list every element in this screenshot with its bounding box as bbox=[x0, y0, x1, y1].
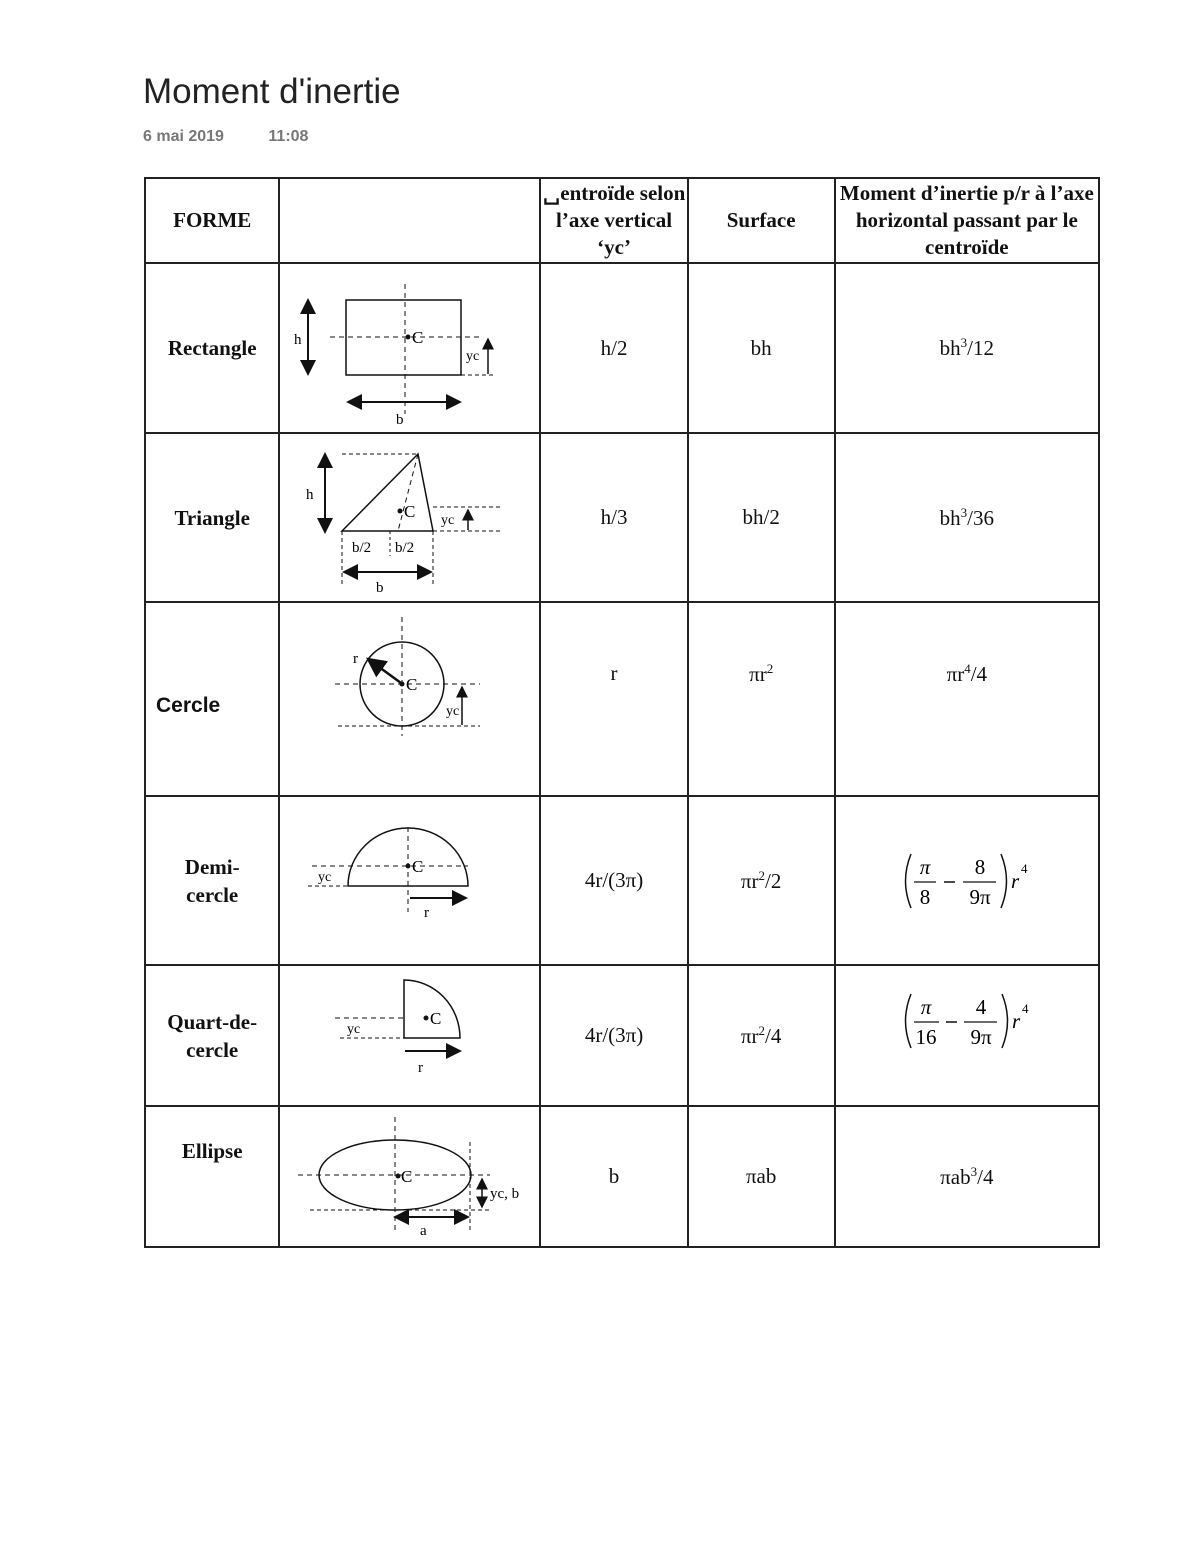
surface-tail: /2 bbox=[765, 868, 782, 893]
surface-value: bh bbox=[688, 263, 835, 433]
rect-yc-label: yc bbox=[466, 349, 480, 364]
semicircle-diagram bbox=[280, 797, 539, 964]
table-row bbox=[145, 965, 1099, 1106]
quarter-b-num: 4 bbox=[975, 995, 987, 1019]
circle-diagram bbox=[280, 603, 539, 795]
moment-value bbox=[835, 433, 1099, 602]
surface-value bbox=[688, 796, 835, 965]
ellipse-figure bbox=[279, 1106, 540, 1247]
ellipse-a-label: a bbox=[420, 1223, 428, 1239]
moment-tail: /4 bbox=[977, 1164, 994, 1189]
semi-r-label: r bbox=[424, 905, 430, 921]
tri-h-label: h bbox=[306, 487, 314, 503]
semi-b-num: 8 bbox=[974, 854, 986, 879]
quarter-a-den: 16 bbox=[915, 1025, 937, 1049]
shape-name: Demi- cercle bbox=[145, 796, 279, 965]
moment-tail: /36 bbox=[967, 505, 994, 530]
quarter-c-label: C bbox=[430, 1009, 442, 1028]
rectangle-diagram bbox=[280, 264, 539, 432]
table-row bbox=[145, 1106, 1099, 1247]
table-row bbox=[145, 263, 1099, 433]
centroid-value: h/3 bbox=[540, 433, 687, 602]
surface-value bbox=[688, 602, 835, 796]
tri-c-label: C bbox=[404, 502, 416, 521]
tri-half1-label: b/2 bbox=[352, 540, 372, 556]
semi-a-num: π bbox=[919, 854, 931, 879]
semi-yc-label: yc bbox=[318, 870, 332, 885]
moment-formula bbox=[835, 796, 1099, 965]
quarter-var: r bbox=[1011, 1009, 1020, 1033]
rect-h-label: h bbox=[294, 332, 302, 348]
ellipse-ycb-label: yc, b bbox=[490, 1186, 520, 1202]
surface-value: bh/2 bbox=[688, 433, 835, 602]
moment-exp: 3 bbox=[970, 1163, 978, 1179]
page-meta bbox=[143, 128, 308, 146]
surface-exp: 2 bbox=[766, 661, 774, 676]
tri-b-label: b bbox=[376, 580, 384, 596]
rect-b-label: b bbox=[396, 412, 404, 428]
tri-half2-label: b/2 bbox=[395, 540, 415, 556]
surface-tail: /4 bbox=[765, 1023, 782, 1048]
surface-base: πr bbox=[740, 1023, 759, 1048]
triangle-diagram bbox=[280, 434, 539, 601]
circle-r-label: r bbox=[353, 651, 359, 667]
moment-formula bbox=[835, 965, 1099, 1106]
header-centroide-text: ␣entroïde selon l’axe vertical ‘yc’ bbox=[542, 181, 686, 259]
circle-c-label: C bbox=[406, 675, 418, 694]
quarter-formula bbox=[897, 986, 1037, 1056]
moment-value bbox=[835, 602, 1099, 796]
moment-base: πr bbox=[946, 662, 965, 686]
moment-tail: /4 bbox=[970, 662, 988, 686]
table-row bbox=[145, 602, 1099, 796]
shape-name: Triangle bbox=[145, 433, 279, 602]
surface-base: πr bbox=[749, 662, 767, 686]
semi-b-den: 9π bbox=[969, 884, 991, 909]
shape-name: Cercle bbox=[145, 602, 279, 796]
centroid-value: h/2 bbox=[540, 263, 687, 433]
header-figure bbox=[279, 178, 540, 263]
shape-name: Rectangle bbox=[145, 263, 279, 433]
semi-c-label: C bbox=[412, 857, 424, 876]
page-date: 6 mai 2019 bbox=[143, 128, 224, 145]
moment-base: bh bbox=[939, 336, 961, 360]
circle-figure bbox=[279, 602, 540, 796]
shape-name: Ellipse bbox=[145, 1106, 279, 1247]
header-centroide bbox=[540, 178, 687, 263]
moment-base: πab bbox=[940, 1164, 971, 1189]
quarter-yc-label: yc bbox=[347, 1022, 361, 1037]
surface-exp: 2 bbox=[758, 867, 766, 883]
quarter-r-label: r bbox=[418, 1060, 424, 1076]
centroid-value: 4r/(3π) bbox=[540, 965, 687, 1106]
quarter-a-num: π bbox=[920, 995, 932, 1019]
surface-value bbox=[688, 965, 835, 1106]
rectangle-figure bbox=[279, 263, 540, 433]
rect-c-label: C bbox=[412, 328, 424, 347]
header-forme: FORME bbox=[145, 178, 279, 263]
moment-exp: 3 bbox=[960, 504, 968, 520]
centroid-value: b bbox=[540, 1106, 687, 1247]
quarter-exp: 4 bbox=[1021, 1001, 1029, 1016]
circle-yc-label: yc bbox=[446, 704, 460, 719]
semi-a-den: 8 bbox=[919, 884, 931, 909]
header-moment: Moment d’inertie p/r à l’axe horizontal passant par le centroïde bbox=[835, 178, 1099, 263]
moment-value bbox=[835, 1106, 1099, 1247]
semi-exp: 4 bbox=[1020, 860, 1028, 876]
quarter-circle-diagram bbox=[280, 966, 539, 1105]
semi-var: r bbox=[1010, 868, 1019, 893]
table-row bbox=[145, 433, 1099, 602]
moment-base: bh bbox=[939, 505, 961, 530]
semicircle-figure bbox=[279, 796, 540, 965]
quarter-b-den: 9π bbox=[970, 1025, 992, 1049]
quarter-circle-figure bbox=[279, 965, 540, 1106]
ellipse-diagram bbox=[280, 1107, 539, 1246]
ellipse-c-label: C bbox=[401, 1167, 413, 1186]
header-surface: Surface bbox=[688, 178, 835, 263]
moment-exp: 3 bbox=[960, 335, 968, 350]
surface-value: πab bbox=[688, 1106, 835, 1247]
moment-value bbox=[835, 263, 1099, 433]
tri-yc-label: yc bbox=[441, 513, 455, 528]
moment-exp: 4 bbox=[964, 661, 971, 676]
table-row bbox=[145, 796, 1099, 965]
moment-tail: /12 bbox=[967, 336, 994, 360]
inertia-table bbox=[144, 177, 1100, 1248]
centroid-value: r bbox=[540, 602, 687, 796]
triangle-figure bbox=[279, 433, 540, 602]
page-title: Moment d'inertie bbox=[143, 72, 401, 111]
centroid-value: 4r/(3π) bbox=[540, 796, 687, 965]
table-header-row bbox=[145, 178, 1099, 263]
shape-name: Quart-de- cercle bbox=[145, 965, 279, 1106]
surface-base: πr bbox=[740, 868, 759, 893]
surface-exp: 2 bbox=[758, 1022, 766, 1038]
page-time: 11:08 bbox=[268, 128, 309, 145]
semi-formula bbox=[897, 846, 1037, 916]
